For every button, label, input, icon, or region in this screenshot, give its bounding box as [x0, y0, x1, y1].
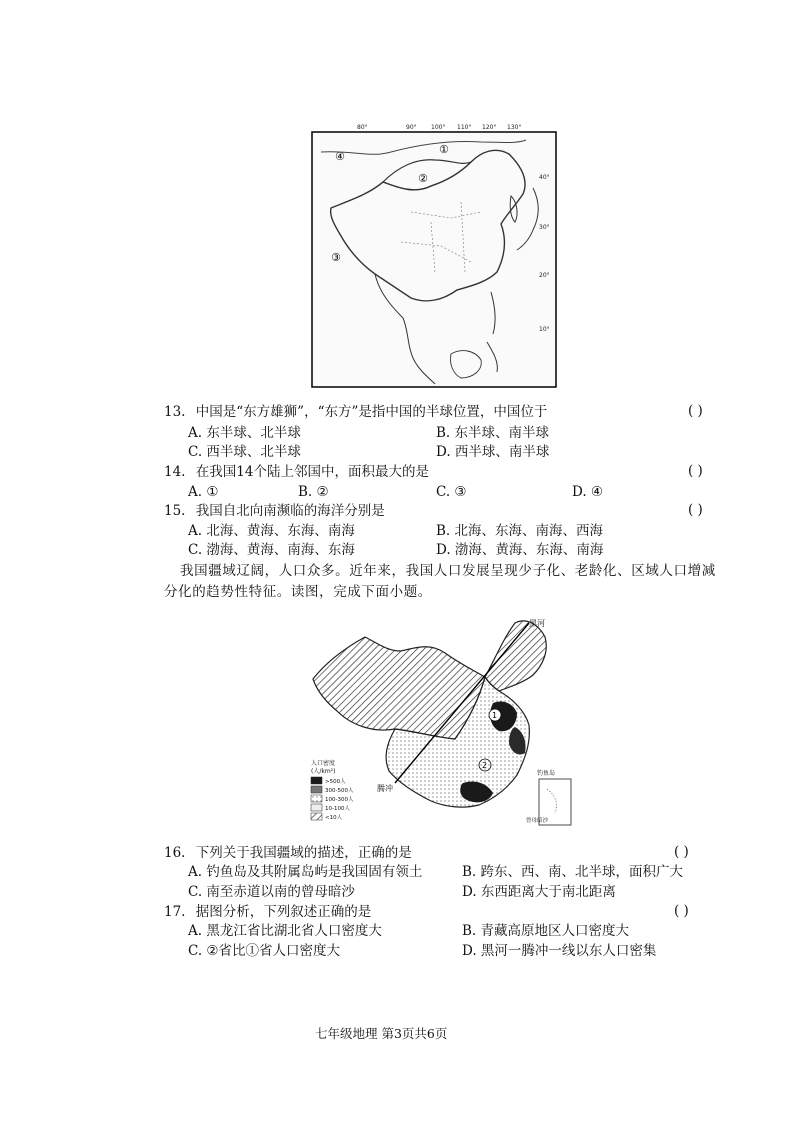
legend-swatch-medium	[311, 795, 322, 802]
legend-unit: (人/km²)	[311, 768, 336, 775]
legend-swatch-dense	[311, 777, 322, 784]
legend-item: <10人	[325, 815, 343, 821]
marker-1: ①	[439, 143, 449, 156]
question-stem: 我国自北向南濒临的海洋分别是	[195, 503, 385, 519]
lat-label: 40°	[539, 174, 550, 181]
label-tengchong: 腾冲	[377, 784, 393, 793]
answer-bracket: ( )	[688, 403, 703, 419]
answer-bracket: ( )	[688, 463, 703, 479]
marker-3: ③	[331, 251, 341, 264]
question-stem: 在我国14个陆上邻国中，面积最大的是	[195, 464, 429, 480]
marker-2-label: 2	[482, 761, 488, 770]
label-heihe: 黑河	[529, 619, 545, 628]
lon-label: 90°	[406, 124, 417, 131]
population-density-map	[303, 607, 581, 829]
intro-line-1: 我国疆域辽阔，人口众多。近年来，我国人口发展呈现少子化、老龄化、区域人口增减	[180, 563, 716, 579]
label-zengmu: 曾母暗沙	[526, 818, 549, 824]
marker-1-label: 1	[492, 711, 498, 720]
option-d: D. 渤海、黄海、东海、南海	[436, 542, 604, 558]
legend-swatch-high	[311, 786, 322, 793]
lon-label: 100°	[431, 124, 446, 131]
option-d: D. ④	[572, 484, 604, 500]
option-c: C. 渤海、黄海、南海、东海	[188, 542, 355, 558]
east-asia-map	[311, 122, 557, 388]
question-number: 14.	[164, 464, 186, 480]
question-number: 15.	[164, 503, 186, 519]
question-number: 17.	[164, 904, 186, 920]
intro-paragraph	[164, 561, 716, 603]
option-c: C. ②省比①省人口密度大	[188, 943, 341, 959]
intro-line-2: 分化的趋势性特征。读图，完成下面小题。	[164, 584, 432, 600]
option-b: B. 东半球、南半球	[436, 425, 550, 441]
lon-label: 120°	[482, 124, 497, 131]
question-stem: 据图分析，下列叙述正确的是	[195, 904, 372, 920]
answer-bracket: ( )	[688, 502, 703, 518]
label-diaoyu: 钓鱼岛	[537, 770, 556, 777]
legend-item: >500人	[325, 779, 346, 785]
marker-4: ④	[335, 150, 345, 163]
option-a: A. 黑龙江省比湖北省人口密度大	[188, 923, 382, 939]
option-a: A. ①	[188, 484, 219, 500]
legend-swatch-low	[311, 804, 322, 811]
page-footer: 七年级地理 第3页共6页	[315, 1026, 448, 1041]
legend-swatch-sparse	[311, 813, 322, 820]
legend-item: 300-500人	[325, 788, 354, 794]
option-c: C. ③	[436, 484, 467, 500]
question-stem: 中国是“东方雄狮”，“东方”是指中国的半球位置，中国位于	[195, 404, 548, 420]
option-d: D. 西半球、南半球	[436, 444, 550, 460]
lon-label: 110°	[457, 124, 472, 131]
option-a: A. 北海、黄海、东海、南海	[188, 523, 355, 539]
legend-title: 人口密度	[311, 760, 336, 767]
question-number: 13.	[164, 404, 186, 420]
lat-label: 10°	[539, 326, 550, 333]
question-number: 16.	[164, 845, 186, 861]
option-d: D. 黑河一腾冲一线以东人口密集	[462, 943, 657, 959]
answer-bracket: ( )	[674, 903, 689, 919]
question-stem: 下列关于我国疆域的描述，正确的是	[195, 845, 412, 861]
option-a: A. 钓鱼岛及其附属岛屿是我国固有领土	[188, 864, 423, 880]
map-legend	[311, 759, 354, 821]
legend-item: 10-100人	[325, 806, 350, 812]
option-a: A. 东半球、北半球	[188, 425, 301, 441]
option-d: D. 东西距离大于南北距离	[462, 884, 616, 900]
option-b: B. 青藏高原地区人口密度大	[462, 923, 630, 939]
question-13	[164, 403, 547, 421]
question-16	[164, 844, 412, 862]
lat-label: 30°	[539, 224, 550, 231]
northeast-region	[485, 621, 546, 691]
marker-2: ②	[418, 172, 428, 185]
option-b: B. ②	[298, 484, 329, 500]
answer-bracket: ( )	[674, 844, 689, 860]
question-17	[164, 903, 371, 921]
option-b: B. 跨东、西、南、北半球，面积广大	[462, 864, 684, 880]
lat-label: 20°	[539, 272, 550, 279]
lon-label: 130°	[507, 124, 522, 131]
question-14	[164, 463, 429, 481]
question-15	[164, 502, 385, 520]
sparse-region	[313, 637, 485, 739]
option-c: C. 南至赤道以南的曾母暗沙	[188, 884, 355, 900]
option-b: B. 北海、东海、南海、西海	[436, 523, 604, 539]
lon-label: 80°	[357, 124, 368, 131]
option-c: C. 西半球、北半球	[188, 444, 301, 460]
legend-item: 100-300人	[325, 797, 354, 803]
